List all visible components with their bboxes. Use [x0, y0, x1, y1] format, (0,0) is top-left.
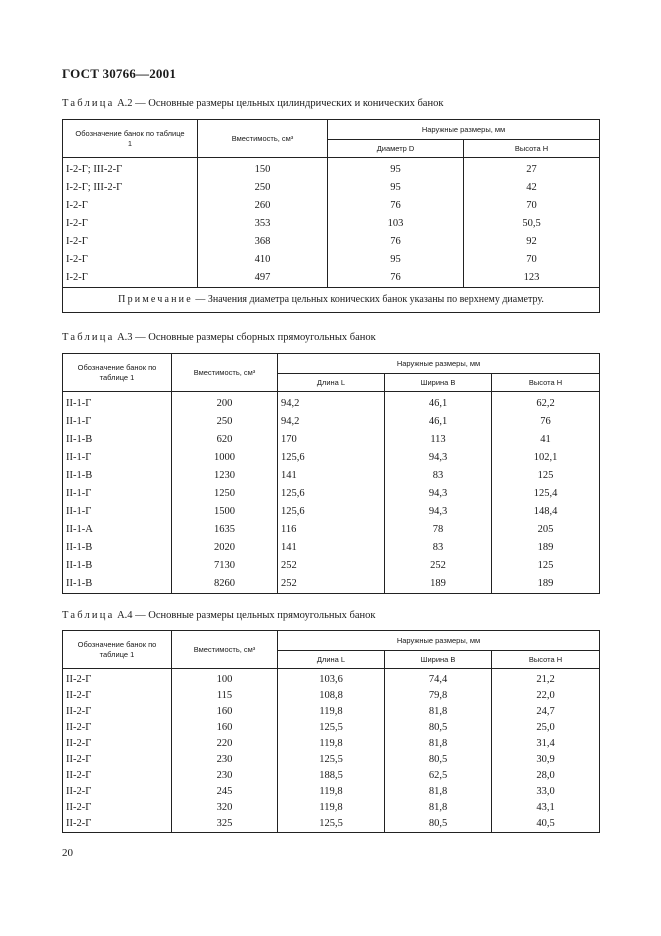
table-cell: 160	[172, 720, 278, 736]
table-cell: 119,8	[278, 784, 385, 800]
table-cell: 245	[172, 784, 278, 800]
table-cell: 92	[464, 233, 600, 251]
table-cell: 83	[385, 467, 492, 485]
table-cell: 1000	[172, 449, 278, 467]
table-cell: II-2-Г	[63, 800, 172, 816]
table-cell: 170	[278, 431, 385, 449]
table-cell: 81,8	[385, 800, 492, 816]
table-cell: 250	[198, 179, 328, 197]
header-width: Ширина B	[385, 374, 492, 392]
table-cell: 230	[172, 752, 278, 768]
table-cell: 125,5	[278, 752, 385, 768]
table-cell: 125,6	[278, 503, 385, 521]
table-cell: 119,8	[278, 736, 385, 752]
table-row	[63, 233, 600, 251]
table-cell: 1250	[172, 485, 278, 503]
table-cell: 188,5	[278, 768, 385, 784]
table-cell: 250	[172, 413, 278, 431]
table-row	[63, 503, 600, 521]
table-cell: 252	[278, 575, 385, 594]
table-cell: 33,0	[492, 784, 600, 800]
table-cell: II-2-Г	[63, 784, 172, 800]
table-cell: 125,4	[492, 485, 600, 503]
note-word: Примечание	[118, 294, 193, 305]
table-cell: 160	[172, 704, 278, 720]
header-designation: Обозначение банок по таблице 1	[63, 120, 198, 158]
table-row	[63, 251, 600, 269]
table-row	[63, 392, 600, 414]
table-a2	[62, 119, 600, 313]
table-cell: 95	[328, 158, 464, 180]
table-cell: II-2-Г	[63, 752, 172, 768]
table-cell: 113	[385, 431, 492, 449]
table-cell: 200	[172, 392, 278, 414]
caption-word: Таблица	[62, 610, 115, 621]
page-number: 20	[62, 847, 73, 859]
table-row	[63, 485, 600, 503]
table-row	[63, 557, 600, 575]
caption-word: Таблица	[62, 98, 115, 109]
table-cell: 125	[492, 467, 600, 485]
table-cell: I-2-Г	[63, 215, 198, 233]
table-a2-caption	[62, 98, 443, 109]
table-row	[63, 431, 600, 449]
table-row	[63, 179, 600, 197]
table-cell: 76	[328, 197, 464, 215]
table-cell: 1500	[172, 503, 278, 521]
table-cell: II-1-В	[63, 557, 172, 575]
table-cell: 94,2	[278, 413, 385, 431]
table-cell: II-2-Г	[63, 768, 172, 784]
table-cell: II-2-Г	[63, 669, 172, 689]
table-cell: 150	[198, 158, 328, 180]
table-row	[63, 521, 600, 539]
header-capacity: Вместимость, см³	[172, 354, 278, 392]
table-cell: 81,8	[385, 784, 492, 800]
table-cell: 94,2	[278, 392, 385, 414]
table-row	[63, 575, 600, 594]
table-cell: 125	[492, 557, 600, 575]
table-cell: II-1-Г	[63, 392, 172, 414]
table-row	[63, 669, 600, 689]
table-a3-caption	[62, 332, 376, 343]
table-cell: 76	[328, 269, 464, 288]
table-cell: 353	[198, 215, 328, 233]
table-cell: 95	[328, 251, 464, 269]
table-cell: 108,8	[278, 688, 385, 704]
table-cell: 28,0	[492, 768, 600, 784]
table-row	[63, 800, 600, 816]
table-cell: 80,5	[385, 816, 492, 833]
table-cell: 50,5	[464, 215, 600, 233]
table-cell: II-2-Г	[63, 816, 172, 833]
table-cell: 320	[172, 800, 278, 816]
table-cell: 260	[198, 197, 328, 215]
table-a3-body	[63, 392, 600, 594]
header-external-dimensions: Наружные размеры, мм	[328, 120, 600, 140]
header-diameter: Диаметр D	[328, 140, 464, 158]
table-cell: 25,0	[492, 720, 600, 736]
table-cell: 62,5	[385, 768, 492, 784]
table-a2-body	[63, 158, 600, 288]
table-cell: II-2-Г	[63, 736, 172, 752]
table-cell: II-2-Г	[63, 688, 172, 704]
table-a3	[62, 353, 600, 594]
table-cell: 252	[278, 557, 385, 575]
table-row	[63, 158, 600, 180]
table-cell: 30,9	[492, 752, 600, 768]
table-cell: I-2-Г; III-2-Г	[63, 158, 198, 180]
table-cell: 410	[198, 251, 328, 269]
table-cell: 83	[385, 539, 492, 557]
table-cell: II-1-В	[63, 467, 172, 485]
table-cell: 70	[464, 251, 600, 269]
table-cell: 103,6	[278, 669, 385, 689]
table-row	[63, 736, 600, 752]
document-code: ГОСТ 30766—2001	[62, 66, 177, 81]
table-cell: 76	[328, 233, 464, 251]
table-cell: 94,3	[385, 449, 492, 467]
table-cell: 325	[172, 816, 278, 833]
table-row	[63, 215, 600, 233]
table-a4	[62, 630, 600, 833]
table-cell: II-1-В	[63, 575, 172, 594]
header-width: Ширина B	[385, 651, 492, 669]
table-cell: 148,4	[492, 503, 600, 521]
table-row	[63, 704, 600, 720]
table-cell: 46,1	[385, 413, 492, 431]
table-cell: 189	[492, 539, 600, 557]
table-cell: 230	[172, 768, 278, 784]
header-height: Высота H	[464, 140, 600, 158]
table-cell: 2020	[172, 539, 278, 557]
table-cell: 189	[492, 575, 600, 594]
table-cell: 79,8	[385, 688, 492, 704]
table-cell: 125,6	[278, 485, 385, 503]
table-cell: 74,4	[385, 669, 492, 689]
table-row	[63, 816, 600, 833]
header-external-dimensions: Наружные размеры, мм	[278, 354, 600, 374]
table-cell: 102,1	[492, 449, 600, 467]
table-row	[63, 768, 600, 784]
table-row	[63, 467, 600, 485]
table-cell: 252	[385, 557, 492, 575]
header-height: Высота H	[492, 651, 600, 669]
table-cell: 21,2	[492, 669, 600, 689]
table-row	[63, 269, 600, 288]
table-cell: 46,1	[385, 392, 492, 414]
table-cell: II-1-В	[63, 431, 172, 449]
table-cell: 497	[198, 269, 328, 288]
caption-text: А.2 — Основные размеры цельных цилиндрических и конических банок	[114, 98, 444, 109]
table-cell: 94,3	[385, 503, 492, 521]
table-cell: 100	[172, 669, 278, 689]
table-cell: 22,0	[492, 688, 600, 704]
table-cell: 141	[278, 467, 385, 485]
table-cell: II-1-Г	[63, 413, 172, 431]
header-capacity: Вместимость, см³	[198, 120, 328, 158]
table-cell: 78	[385, 521, 492, 539]
table-cell: 42	[464, 179, 600, 197]
table-cell: II-2-Г	[63, 720, 172, 736]
table-row	[63, 720, 600, 736]
header-length: Длина L	[278, 374, 385, 392]
table-cell: II-2-Г	[63, 704, 172, 720]
table-cell: I-2-Г	[63, 233, 198, 251]
table-a2-note	[63, 288, 600, 313]
table-row	[63, 197, 600, 215]
table-cell: 125,5	[278, 816, 385, 833]
table-cell: 103	[328, 215, 464, 233]
table-cell: 119,8	[278, 704, 385, 720]
table-cell: 368	[198, 233, 328, 251]
table-cell: 81,8	[385, 736, 492, 752]
table-cell: 125,5	[278, 720, 385, 736]
table-cell: 70	[464, 197, 600, 215]
table-cell: II-1-Г	[63, 449, 172, 467]
table-row	[63, 752, 600, 768]
table-cell: 1230	[172, 467, 278, 485]
table-cell: 123	[464, 269, 600, 288]
table-cell: 220	[172, 736, 278, 752]
table-cell: 80,5	[385, 720, 492, 736]
table-cell: I-2-Г	[63, 197, 198, 215]
table-cell: 76	[492, 413, 600, 431]
table-cell: 116	[278, 521, 385, 539]
table-cell: I-2-Г	[63, 251, 198, 269]
header-designation: Обозначение банок по таблице 1	[63, 354, 172, 392]
header-length: Длина L	[278, 651, 385, 669]
table-cell: II-1-В	[63, 539, 172, 557]
table-row	[63, 413, 600, 431]
table-cell: 31,4	[492, 736, 600, 752]
caption-word: Таблица	[62, 332, 115, 343]
table-cell: 95	[328, 179, 464, 197]
table-row	[63, 539, 600, 557]
table-cell: 119,8	[278, 800, 385, 816]
table-cell: 620	[172, 431, 278, 449]
table-cell: 80,5	[385, 752, 492, 768]
table-cell: 43,1	[492, 800, 600, 816]
table-cell: I-2-Г	[63, 269, 198, 288]
table-row	[63, 688, 600, 704]
table-cell: 189	[385, 575, 492, 594]
table-cell: 94,3	[385, 485, 492, 503]
note-text: — Значения диаметра цельных конических банок указаны по верхнему диаметру.	[192, 294, 544, 305]
table-row	[63, 449, 600, 467]
header-designation: Обозначение банок по таблице 1	[63, 631, 172, 669]
table-row	[63, 784, 600, 800]
table-cell: II-1-А	[63, 521, 172, 539]
caption-text: А.3 — Основные размеры сборных прямоугольных банок	[114, 332, 376, 343]
header-external-dimensions: Наружные размеры, мм	[278, 631, 600, 651]
table-cell: 81,8	[385, 704, 492, 720]
table-cell: 115	[172, 688, 278, 704]
table-cell: II-1-Г	[63, 503, 172, 521]
table-cell: II-1-Г	[63, 485, 172, 503]
header-capacity: Вместимость, см³	[172, 631, 278, 669]
caption-text: А.4 — Основные размеры цельных прямоугольных банок	[114, 610, 376, 621]
table-a4-body	[63, 669, 600, 833]
table-a4-caption	[62, 610, 375, 621]
table-cell: 141	[278, 539, 385, 557]
table-cell: 24,7	[492, 704, 600, 720]
table-cell: 8260	[172, 575, 278, 594]
table-cell: I-2-Г; III-2-Г	[63, 179, 198, 197]
table-cell: 40,5	[492, 816, 600, 833]
table-cell: 27	[464, 158, 600, 180]
table-cell: 1635	[172, 521, 278, 539]
table-cell: 7130	[172, 557, 278, 575]
table-cell: 205	[492, 521, 600, 539]
table-cell: 41	[492, 431, 600, 449]
table-cell: 125,6	[278, 449, 385, 467]
table-cell: 62,2	[492, 392, 600, 414]
header-height: Высота H	[492, 374, 600, 392]
